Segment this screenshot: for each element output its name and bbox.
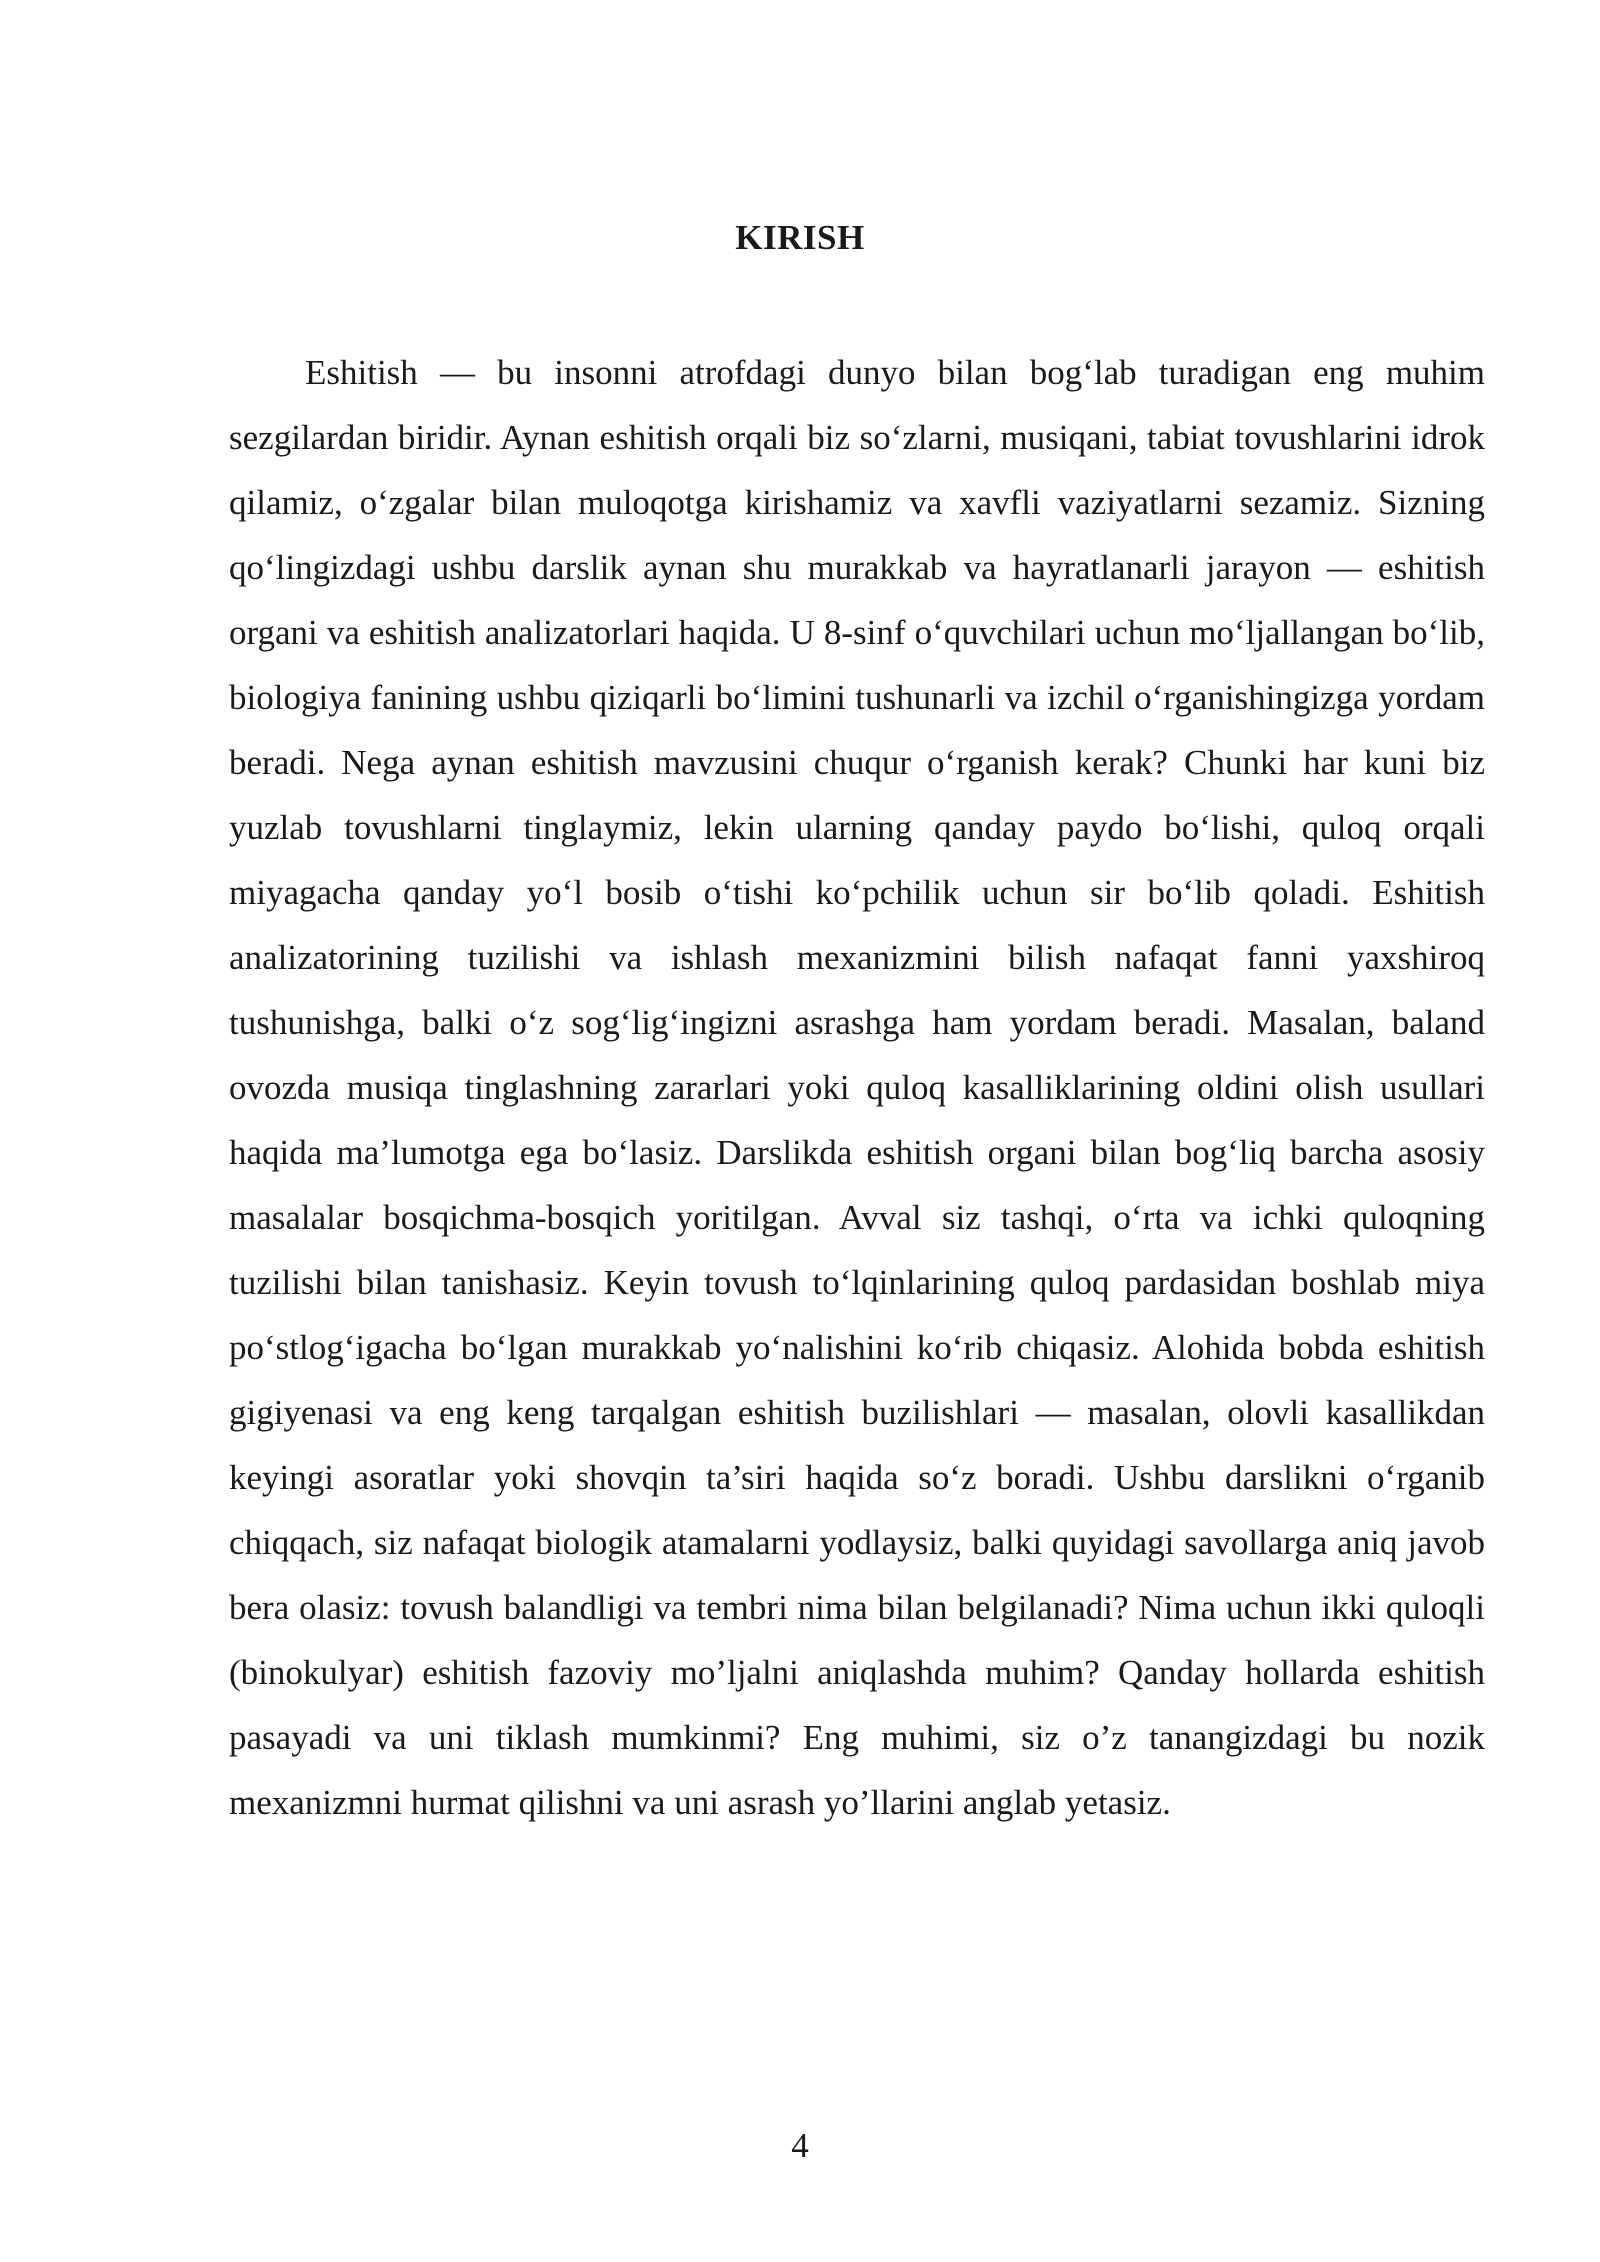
page-title: KIRISH (735, 218, 865, 257)
page-number: 4 (791, 2126, 809, 2165)
body-paragraph: Eshitish — bu insonni atrofdagi dunyo bilan bog‘lab turadigan eng muhim sezgilardan biridir. Aynan eshitish orqali biz so‘zlarni, musiqani, tabiat tovushlarini idrok qilamiz, o‘zgalar bilan muloqotga kirishamiz va xavfli vaziyatlarni sezamiz. Sizning qo‘lingizdagi ushbu darslik aynan shu murakkab va hayratlanarli jarayon — eshitish organi va eshitish analizatorlari haqida. U 8-sinf o‘quvchilari uchun mo‘ljallangan bo‘lib, biologiya fanining ushbu qiziqarli bo‘limini tushunarli va izchil o‘rganishingizga yordam beradi. Nega aynan eshitish mavzusini chuqur o‘rganish kerak? Chunki har kuni biz yuzlab tovushlarni tinglaymiz, lekin ularning qanday paydo bo‘lishi, quloq orqali miyagacha qanday yo‘l bosib o‘tishi ko‘pchilik uchun sir bo‘lib qoladi. Eshitish analizatorining tuzilishi va ishlash mexanizmini bilish nafaqat fanni yaxshiroq tushunishga, balki o‘z sog‘lig‘ingizni asrashga ham yordam beradi. Masalan, baland ovozda musiqa tinglashning zararlari yoki quloq kasalliklarining oldini olish usullari haqida ma’lumotga ega bo‘lasiz. Darslikda eshitish organi bilan bog‘liq barcha asosiy masalalar bosqichma-bosqich yoritilgan. Avval siz tashqi, o‘rta va ichki quloqning tuzilishi bilan tanishasiz. Keyin tovush to‘lqinlarining quloq pardasidan boshlab miya po‘stlog‘igacha bo‘lgan murakkab yo‘nalishini ko‘rib chiqasiz. Alohida bobda eshitish gigiyenasi va eng keng tarqalgan eshitish buzilishlari — masalan, olovli kasallikdan keyingi asoratlar yoki shovqin ta’siri haqida so‘z boradi. Ushbu darslikni o‘rganib chiqqach, siz nafaqat biologik atamalarni yodlaysiz, balki quyidagi savollarga aniq javob bera olasiz: tovush balandligi va tembri nima bilan belgilanadi? Nima uchun ikki quloqli (binokulyar) eshitish fazoviy mo’ljalni aniqlashda muhim? Qanday hollarda eshitish pasayadi va uni tiklash mumkinmi? Eng muhimi, siz o’z tanangizdagi bu nozik mexanizmni hurmat qilishni va uni asrash yo’llarini anglab yetasiz. (229, 353, 1485, 1822)
